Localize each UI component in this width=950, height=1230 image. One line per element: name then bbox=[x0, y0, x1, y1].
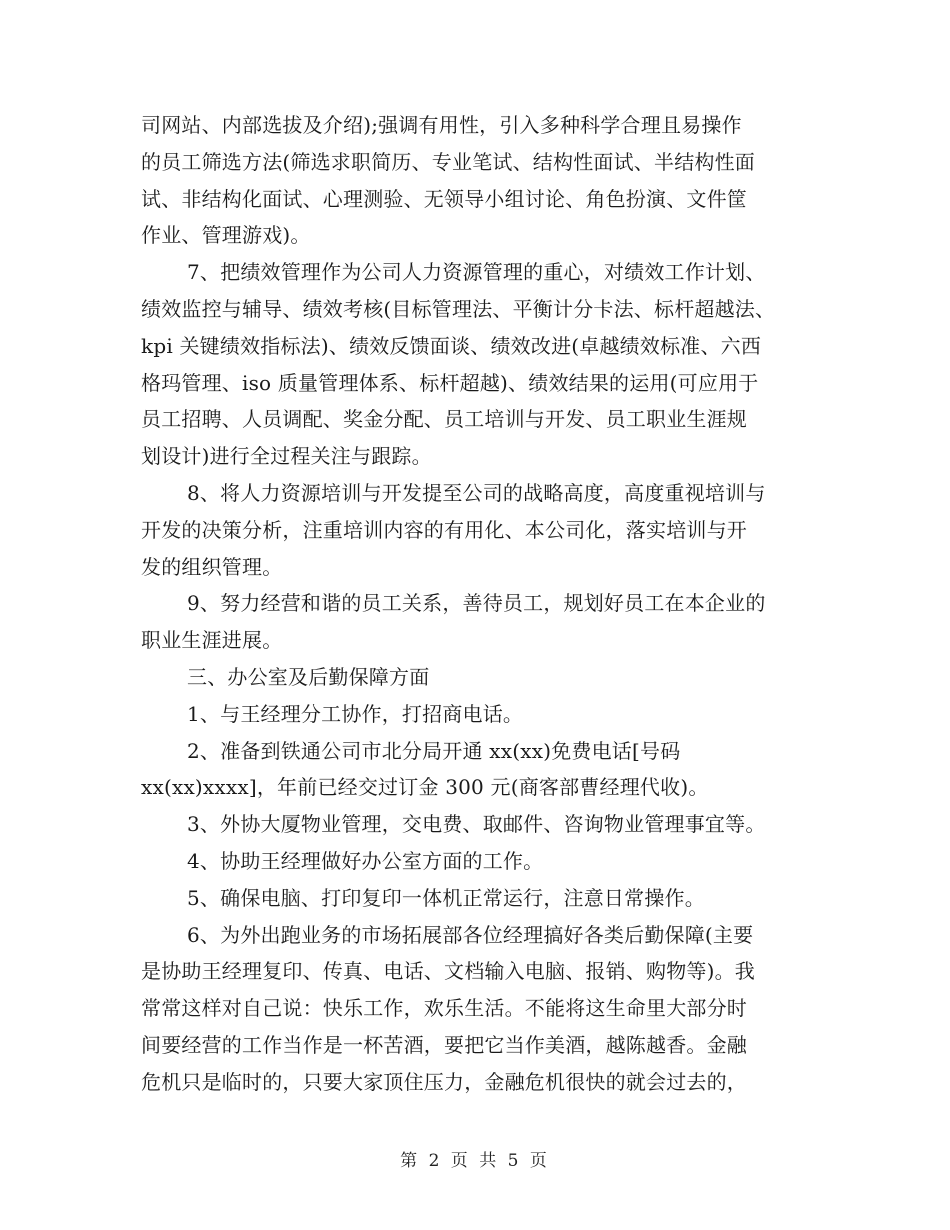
paragraph-7-start: 7、把绩效管理作为公司人力资源管理的重心，对绩效工作计划、 bbox=[187, 260, 766, 285]
item-6-start: 6、为外出跑业务的市场拓展部各位经理搞好各类后勤保障(主要 bbox=[187, 922, 754, 947]
item-2-start: 2、准备到铁通公司市北分局开通 xx(xx)免费电话[号码 bbox=[187, 738, 681, 763]
text-line: 危机只是临时的，只要大家顶住压力，金融危机很快的就会过去的， bbox=[141, 1069, 747, 1094]
section-heading: 三、办公室及后勤保障方面 bbox=[187, 664, 430, 689]
item-5: 5、确保电脑、打印复印一体机正常运行，注意日常操作。 bbox=[187, 885, 705, 910]
text-line: 间要经营的工作当作是一杯苦酒，要把它当作美酒，越陈越香。金融 bbox=[141, 1032, 747, 1057]
text-line: xx(xx)xxxx]，年前已经交过订金 300 元(商客部曹经理代收)。 bbox=[141, 775, 709, 800]
item-1: 1、与王经理分工协作，打招商电话。 bbox=[187, 701, 524, 726]
text-line: 司网站、内部选拔及介绍);强调有用性，引入多种科学合理且易操作 bbox=[141, 113, 742, 137]
text-line: 员工招聘、人员调配、奖金分配、员工培训与开发、员工职业生涯规 bbox=[141, 407, 747, 432]
text-line: 是协助王经理复印、传真、电话、文档输入电脑、报销、购物等)。我 bbox=[141, 959, 756, 984]
text-line: 发的组织管理。 bbox=[141, 554, 283, 579]
text-line: 职业生涯进展。 bbox=[141, 628, 283, 653]
paragraph-9-start: 9、努力经营和谐的员工关系，善待员工，规划好员工在本企业的 bbox=[187, 591, 766, 616]
text-line: 常常这样对自己说：快乐工作，欢乐生活。不能将这生命里大部分时 bbox=[141, 996, 747, 1021]
text-line: 作业、管理游戏)。 bbox=[141, 223, 311, 248]
text-line: 划设计)进行全过程关注与跟踪。 bbox=[141, 444, 432, 469]
paragraph-8-start: 8、将人力资源培训与开发提至公司的战略高度，高度重视培训与 bbox=[187, 480, 766, 505]
text-line: 的员工筛选方法(筛选求职简历、专业笔试、结构性面试、半结构性面 bbox=[141, 149, 756, 174]
text-line: 试、非结构化面试、心理测验、无领导小组讨论、角色扮演、文件筐 bbox=[141, 186, 747, 211]
item-4: 4、协助王经理做好办公室方面的工作。 bbox=[187, 848, 544, 873]
page-number-footer: 第 2 页 共 5 页 bbox=[400, 1151, 550, 1171]
document-body bbox=[141, 107, 821, 1101]
text-line: kpi 关键绩效指标法)、绩效反馈面谈、绩效改进(卓越绩效标准、六西 bbox=[141, 333, 762, 358]
text-line: 格玛管理、iso 质量管理体系、标杆超越)、绩效结果的运用(可应用于 bbox=[141, 370, 759, 395]
text-line: 绩效监控与辅导、绩效考核(目标管理法、平衡计分卡法、标杆超越法、 bbox=[141, 296, 776, 321]
item-3: 3、外协大厦物业管理，交电费、取邮件、咨询物业管理事宜等。 bbox=[187, 812, 766, 837]
text-line: 开发的决策分析，注重培训内容的有用化、本公司化，落实培训与开 bbox=[141, 517, 747, 542]
